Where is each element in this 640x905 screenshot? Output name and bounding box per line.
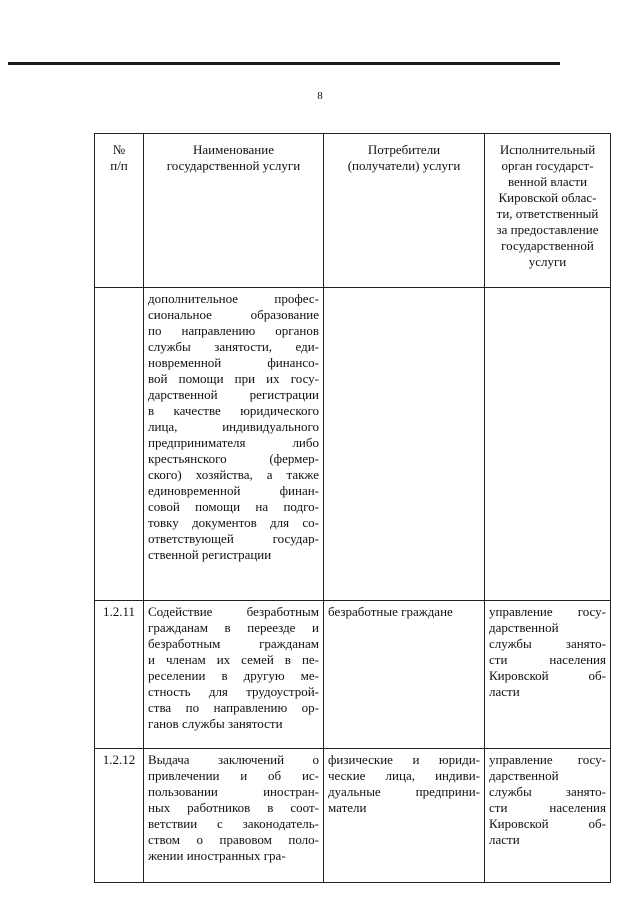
cell-text-line: ветствии с законодатель- [148, 816, 319, 831]
cell-text-line: услуги [528, 254, 567, 269]
cell-text-line: службы занято- [489, 636, 606, 651]
cell-text-line: дарственной регистрации [148, 387, 319, 402]
cell-text-line: пользовании иностран- [148, 784, 319, 799]
row-executive-organ [485, 288, 611, 601]
cell-text-line: ти, ответственный [496, 206, 599, 221]
cell-text-line: стность для трудоустрой- [148, 684, 319, 699]
header-service-name [144, 134, 324, 288]
cell-text-line: физические и юриди- [328, 752, 480, 767]
cell-text-line: Исполнительный [499, 142, 596, 157]
cell-text-line: Содействие безработным [148, 604, 319, 619]
cell-text-line: Кировской облас- [498, 190, 597, 205]
cell-text-line: новременной финансо- [148, 355, 319, 370]
cell-text-line: ского) хозяйства, а также [148, 467, 319, 482]
cell-text-line: Кировской об- [489, 668, 606, 683]
cell-text-line: ством о правовом поло- [148, 832, 319, 847]
header-consumers [324, 134, 485, 288]
cell-text-line: по направлению органов [148, 323, 319, 338]
row-service-name [144, 288, 324, 601]
cell-text-line: матели [328, 800, 367, 815]
cell-text-line: ласти [489, 684, 520, 699]
row-consumers [324, 601, 485, 749]
table-row [95, 749, 611, 883]
cell-text-line: государственной [501, 238, 594, 253]
cell-text-line: гражданам в переезде и [148, 620, 319, 635]
row-consumers [324, 288, 485, 601]
cell-text-line: и членам их семей в пе- [148, 652, 319, 667]
cell-text-line: за предоставление [496, 222, 599, 237]
cell-text-line: реселении в другую ме- [148, 668, 319, 683]
cell-text-line: жении иностранных гра- [148, 848, 286, 863]
cell-text-line: сти населения [489, 800, 606, 815]
cell-text-line: управление госу- [489, 752, 606, 767]
cell-text-line: ственной регистрации [148, 547, 272, 562]
cell-text-line: Выдача заключений о [148, 752, 319, 767]
cell-text-line: венной власти [507, 174, 588, 189]
cell-text-line: дарственной [489, 768, 559, 783]
table-header-row [95, 134, 611, 288]
row-service-name [144, 749, 324, 883]
page-number: 8 [317, 90, 323, 102]
table-row [95, 601, 611, 749]
cell-text-line: № [112, 142, 126, 157]
row-service-name [144, 601, 324, 749]
cell-text-line: (получатели) услуги [347, 158, 461, 173]
table-row [95, 288, 611, 601]
cell-text-line: п/п [110, 158, 128, 173]
cell-text-line: орган государст- [501, 158, 594, 173]
row-executive-organ [485, 601, 611, 749]
cell-text-line: службы занятости, еди- [148, 339, 319, 354]
services-table [94, 133, 611, 883]
cell-text-line: крестьянского (фермер- [148, 451, 319, 466]
cell-text-line: привлечении и об ис- [148, 768, 319, 783]
cell-text-line: государственной услуги [166, 158, 301, 173]
cell-text-line: в качестве юридического [148, 403, 319, 418]
cell-text-line: Кировской об- [489, 816, 606, 831]
row-number [95, 288, 144, 601]
header-executive-organ [485, 134, 611, 288]
cell-text-line: Наименование [193, 142, 274, 157]
header-number [95, 134, 144, 288]
cell-text-line: Потребители [367, 142, 441, 157]
cell-text-line: ласти [489, 832, 520, 847]
cell-text-line: сти населения [489, 652, 606, 667]
row-executive-organ [485, 749, 611, 883]
top-rule [8, 62, 560, 65]
cell-text-line: единовременной финан- [148, 483, 319, 498]
cell-text-line: сиональное образование [148, 307, 319, 322]
cell-text-line: ных работников в соот- [148, 800, 319, 815]
cell-text-line: лица, индивидуального [148, 419, 319, 434]
cell-text-line: дополнительное профес- [148, 291, 319, 306]
cell-text-line: дуальные предприни- [328, 784, 480, 799]
cell-text-line: управление госу- [489, 604, 606, 619]
cell-text-line: дарственной [489, 620, 559, 635]
row-number: 1.2.12 [95, 749, 144, 883]
cell-text-line: безработные граждане [328, 604, 453, 619]
cell-text-line: вой помощи при их госу- [148, 371, 319, 386]
cell-text-line: товку документов для со- [148, 515, 319, 530]
row-consumers [324, 749, 485, 883]
cell-text-line: предпринимателя либо [148, 435, 319, 450]
row-number: 1.2.11 [95, 601, 144, 749]
cell-text-line: ганов службы занятости [148, 716, 283, 731]
cell-text-line: безработным гражданам [148, 636, 319, 651]
cell-text-line: службы занято- [489, 784, 606, 799]
cell-text-line: ответствующей государ- [148, 531, 319, 546]
cell-text-line: ческие лица, индиви- [328, 768, 480, 783]
cell-text-line: ства по направлению ор- [148, 700, 319, 715]
cell-text-line: совой помощи на подго- [148, 499, 319, 514]
